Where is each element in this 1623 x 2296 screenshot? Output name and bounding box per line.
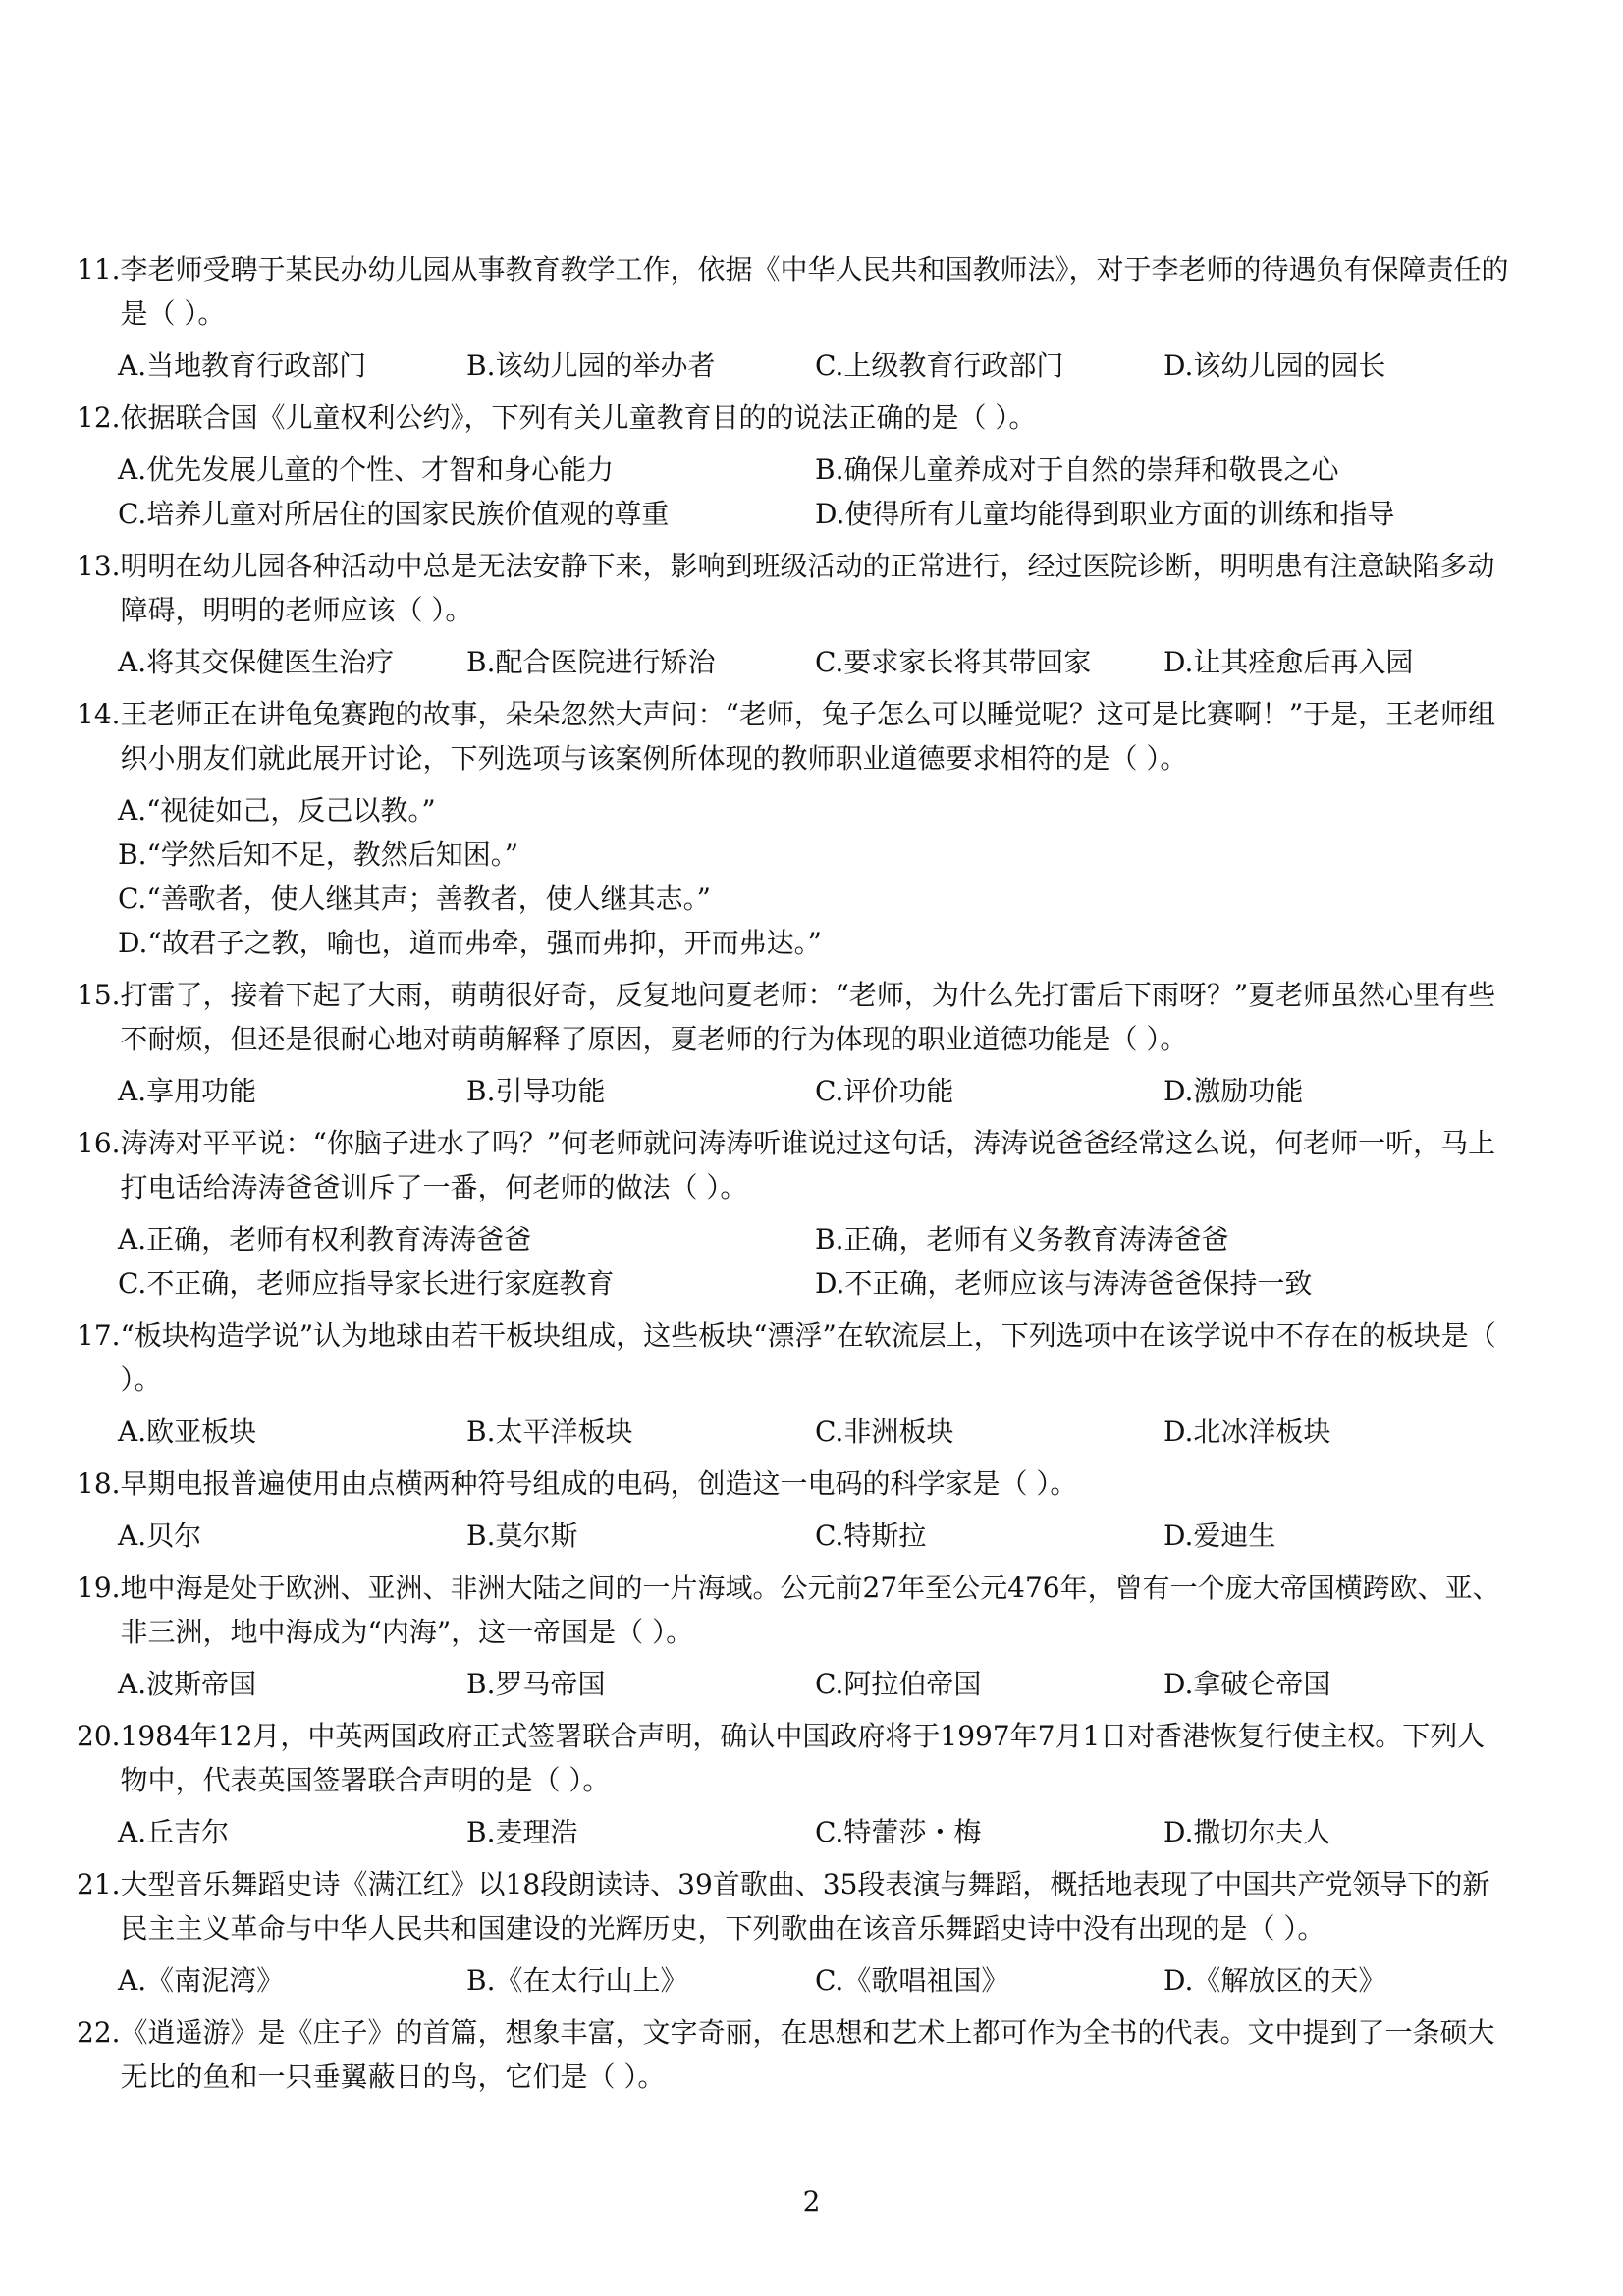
option-c: C.特蕾莎・梅 [815,1816,982,1848]
question-text: 1984年12月，中英两国政府正式签署联合声明，确认中国政府将于1997年7月1日对香港恢复行使主权。下列人物中，代表英国签署联合声明的是（ ）。 [120,1720,1486,1796]
option-b: B.麦理浩 [466,1816,578,1848]
question-number: 11. [77,253,121,286]
question-number: 18. [77,1468,121,1500]
question-15 [77,973,1510,1113]
page-number: 2 [802,2185,821,2217]
question-18 [77,1462,1510,1558]
question-stem [77,1862,1510,1950]
question-stem [77,1566,1510,1654]
option-d: D.拿破仑帝国 [1163,1668,1331,1700]
option-a: A.当地教育行政部门 [118,349,367,382]
question-12 [77,396,1510,536]
question-22 [77,2010,1510,2099]
question-number: 12. [77,401,121,434]
option-a: A.欧亚板块 [118,1415,257,1448]
option-c: C.不正确，老师应指导家长进行家庭教育 [118,1267,615,1300]
question-stem [77,2010,1510,2099]
question-text: 《逍遥游》是《庄子》的首篇，想象丰富，文字奇丽，在思想和艺术上都可作为全书的代表。文中提到了一条硕大无比的鱼和一只垂翼蔽日的鸟，它们是（ ）。 [120,2016,1495,2093]
question-text: 打雷了，接着下起了大雨，萌萌很好奇，反复地问夏老师：“老师，为什么先打雷后下雨呀？”夏老师虽然心里有些不耐烦，但还是很耐心地对萌萌解释了原因，夏老师的行为体现的职业道德功能是（ ）。 [120,979,1496,1055]
question-stem [77,396,1510,440]
question-number: 21. [77,1868,121,1900]
options [77,640,1510,684]
option-d: D.使得所有儿童均能得到职业方面的训练和指导 [815,498,1395,530]
question-stem [77,1313,1510,1402]
option-c: C.上级教育行政部门 [815,349,1064,382]
option-a: A.贝尔 [118,1520,202,1552]
option-b: B.“学然后知不足，教然后知困。” [118,838,519,871]
question-number: 16. [77,1127,121,1159]
option-b: B.引导功能 [466,1075,606,1107]
question-text: 明明在幼儿园各种活动中总是无法安静下来，影响到班级活动的正常进行，经过医院诊断，明明患有注意缺陷多动障碍，明明的老师应该（ ）。 [120,550,1495,626]
option-b: B.确保儿童养成对于自然的崇拜和敬畏之心 [815,454,1339,486]
option-c: C.培养儿童对所居住的国家民族价值观的尊重 [118,498,670,530]
option-d: D.撒切尔夫人 [1163,1816,1331,1848]
question-text: 大型音乐舞蹈史诗《满江红》以18段朗读诗、39首歌曲、35段表演与舞蹈，概括地表现了中国共产党领导下的新民主主义革命与中华人民共和国建设的光辉历史，下列歌曲在该音乐舞蹈史诗中没有出现的是（ ）。 [120,1868,1490,1945]
question-17 [77,1313,1510,1454]
question-13 [77,544,1510,684]
options [77,1810,1510,1854]
option-a: A.将其交保健医生治疗 [118,646,395,678]
question-stem [77,1714,1510,1802]
options [77,344,1510,388]
question-text: 早期电报普遍使用由点横两种符号组成的电码，创造这一电码的科学家是（ ）。 [120,1468,1078,1500]
options [77,1217,1510,1306]
option-c: C.要求家长将其带回家 [815,646,1092,678]
question-14 [77,692,1510,965]
option-a: A.波斯帝国 [118,1668,257,1700]
question-number: 19. [77,1572,121,1604]
option-d: D.不正确，老师应该与涛涛爸爸保持一致 [815,1267,1313,1300]
option-b: B.罗马帝国 [466,1668,606,1700]
option-a: A.《南泥湾》 [118,1964,285,1997]
question-16 [77,1121,1510,1306]
option-c: C.阿拉伯帝国 [815,1668,982,1700]
question-stem [77,692,1510,780]
question-list [77,247,1510,2099]
question-text: “板块构造学说”认为地球由若干板块组成，这些板块“漂浮”在软流层上，下列选项中在该学说中不存在的板块是（ ）。 [120,1319,1496,1396]
option-a: A.丘吉尔 [118,1816,230,1848]
question-text: 地中海是处于欧洲、亚洲、非洲大陆之间的一片海域。公元前27年至公元476年，曾有一个庞大帝国横跨欧、亚、非三洲，地中海成为“内海”，这一帝国是（ ）。 [120,1572,1500,1648]
option-c: C.非洲板块 [815,1415,954,1448]
option-b: B.该幼儿园的举办者 [466,349,716,382]
options [77,1662,1510,1706]
option-c: C.“善歌者，使人继其声；善教者，使人继其志。” [118,882,711,915]
option-d: D.“故君子之教，喻也，道而弗牵，强而弗抑，开而弗达。” [118,927,822,959]
question-21 [77,1862,1510,2002]
option-b: B.正确，老师有义务教育涛涛爸爸 [815,1223,1229,1255]
options [77,1069,1510,1113]
option-b: B.太平洋板块 [466,1415,633,1448]
options [77,1514,1510,1558]
question-11 [77,247,1510,388]
option-d: D.该幼儿园的园长 [1163,349,1386,382]
option-a: A.“视徒如己，反己以教。” [118,794,436,827]
question-stem [77,247,1510,336]
option-d: D.《解放区的天》 [1163,1964,1386,1997]
question-number: 13. [77,550,121,582]
options [77,788,1510,965]
option-b: B.《在太行山上》 [466,1964,688,1997]
question-19 [77,1566,1510,1706]
option-d: D.爱迪生 [1163,1520,1276,1552]
option-a: A.正确，老师有权利教育涛涛爸爸 [118,1223,532,1255]
question-text: 涛涛对平平说：“你脑子进水了吗？”何老师就问涛涛听谁说过这句话，涛涛说爸爸经常这么说，何老师一听，马上打电话给涛涛爸爸训斥了一番，何老师的做法（ ）。 [120,1127,1496,1203]
question-number: 15. [77,979,121,1011]
question-20 [77,1714,1510,1854]
options [77,448,1510,536]
question-text: 依据联合国《儿童权利公约》，下列有关儿童教育目的的说法正确的是（ ）。 [120,401,1037,434]
option-c: C.特斯拉 [815,1520,927,1552]
option-d: D.北冰洋板块 [1163,1415,1331,1448]
question-stem [77,1462,1510,1506]
option-a: A.优先发展儿童的个性、才智和身心能力 [118,454,615,486]
option-c: C.《歌唱祖国》 [815,1964,1009,1997]
option-b: B.配合医院进行矫治 [466,646,716,678]
option-d: D.激励功能 [1163,1075,1304,1107]
question-stem [77,1121,1510,1209]
option-a: A.享用功能 [118,1075,257,1107]
question-number: 17. [77,1319,121,1352]
option-d: D.让其痊愈后再入园 [1163,646,1414,678]
question-number: 14. [77,698,121,730]
question-text: 王老师正在讲龟兔赛跑的故事，朵朵忽然大声问：“老师，兔子怎么可以睡觉呢？这可是比赛啊！”于是，王老师组织小朋友们就此展开讨论，下列选项与该案例所体现的教师职业道德要求相符的是（ ）。 [120,698,1496,774]
options [77,1410,1510,1454]
question-stem [77,544,1510,632]
option-c: C.评价功能 [815,1075,954,1107]
question-stem [77,973,1510,1061]
question-number: 22. [77,2016,121,2049]
options [77,1958,1510,2002]
question-text: 李老师受聘于某民办幼儿园从事教育教学工作，依据《中华人民共和国教师法》，对于李老师的待遇负有保障责任的是（ ）。 [120,253,1509,330]
option-b: B.莫尔斯 [466,1520,578,1552]
question-number: 20. [77,1720,121,1752]
